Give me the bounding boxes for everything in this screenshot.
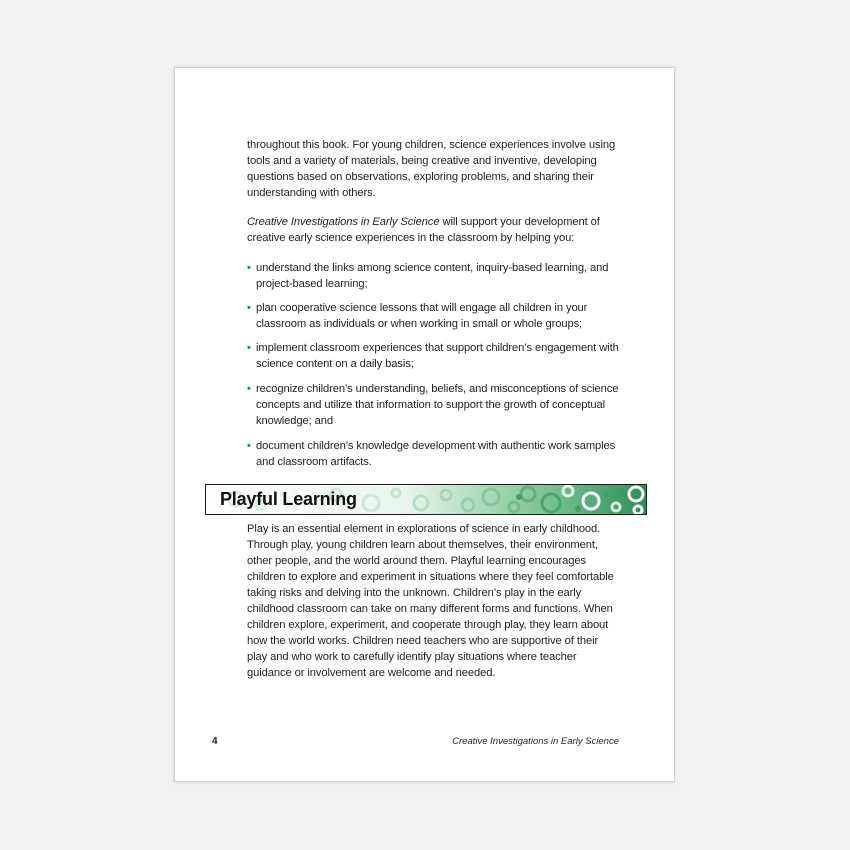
bullet-icon: •: [247, 262, 251, 274]
list-item: • recognize children’s understanding, beliefs, and misconceptions of science concepts and utilize that information to support the growth of conceptual knowledge; and: [247, 383, 619, 427]
book-title-inline: Creative Investigations in Early Science: [247, 216, 440, 228]
running-footer-title: Creative Investigations in Early Science: [452, 736, 619, 747]
list-item: • document children’s knowledge development with authentic work samples and classroom artifacts.: [247, 440, 616, 468]
paragraph-purpose-text: will support your development of creative early science experiences in the classroom by helping you:: [247, 216, 600, 244]
bullet-icon: •: [247, 302, 251, 314]
paragraph-playful-learning: Play is an essential element in explorations of science in early childhood. Through play, young children learn about themselves, their environment, other people, and the world around them. Playful learning encourages children to explore and experiment in situations where they feel comfortable taking risks and delving into the unknown. Children’s play in the early childhood classroom can take on many different forms and functions. When children explore, experiment, and cooperate through play, they learn about how the world works. Children need teachers who are supportive of their play and who work to carefully identify play situations where teacher guidance or involvement are welcome and needed.: [247, 523, 614, 679]
book-page: [174, 67, 675, 782]
list-item: • understand the links among science content, inquiry-based learning, and project-based learning;: [247, 262, 609, 290]
section-heading: Playful Learning: [220, 489, 357, 509]
paragraph-book-purpose: [247, 214, 619, 246]
page-number: 4: [212, 736, 218, 747]
bullet-icon: •: [247, 440, 251, 452]
bullet-icon: •: [247, 383, 251, 395]
list-item: • implement classroom experiences that support children’s engagement with science content on a daily basis;: [247, 342, 619, 370]
paragraph-intro: throughout this book. For young children, science experiences involve using tools and a variety of materials, being creative and inventive, developing questions based on observations, exploring problems, and sharing their understanding with others.: [247, 139, 616, 199]
list-item: • plan cooperative science lessons that will engage all children in your classroom as individuals or when working in small or whole groups;: [247, 302, 588, 330]
section-heading-banner: [205, 484, 647, 515]
bullet-icon: •: [247, 342, 251, 354]
